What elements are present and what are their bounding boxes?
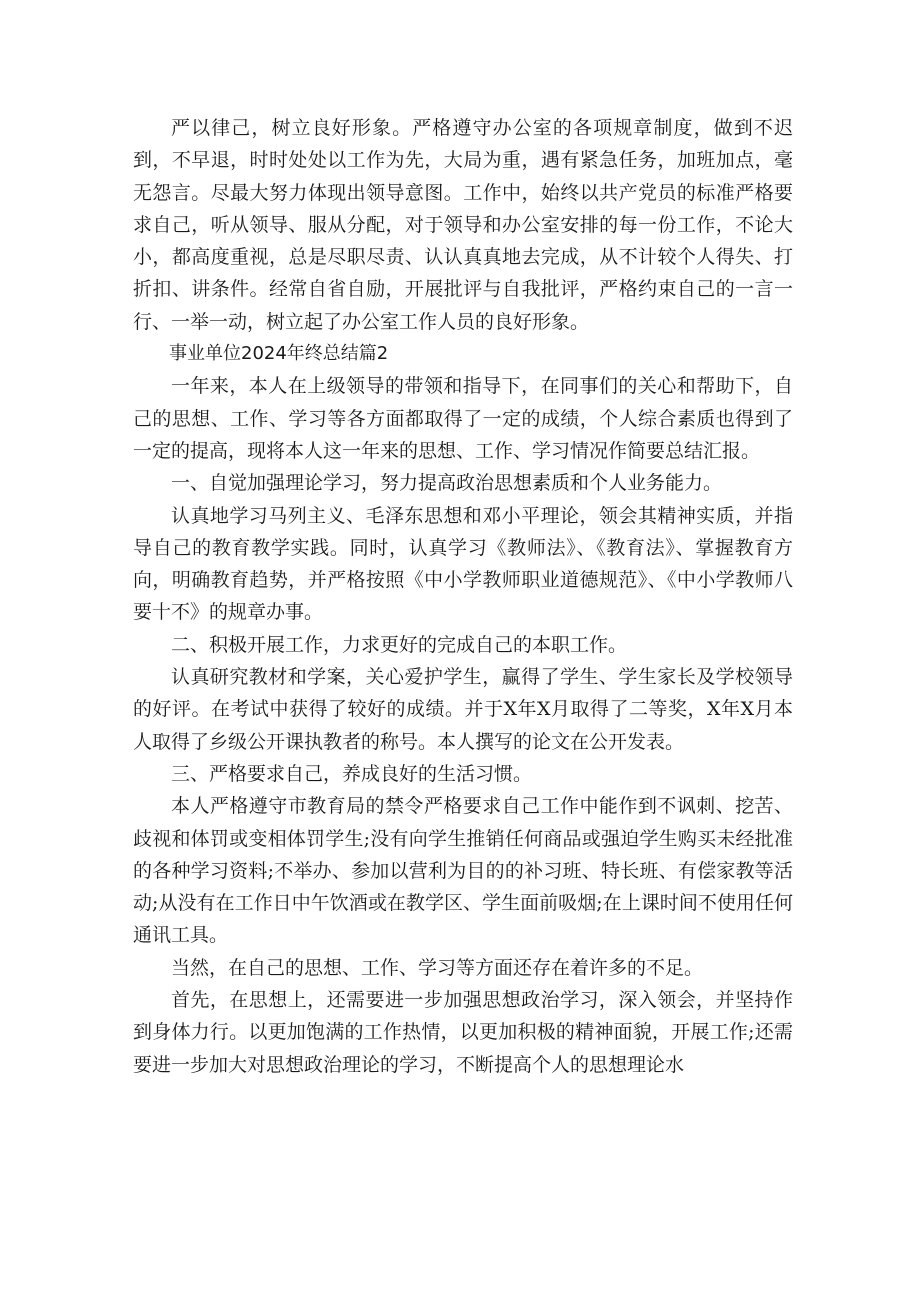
paragraph-intro: 一年来，本人在上级领导的带领和指导下，在同事们的关心和帮助下，自己的思想、工作、学习等各方面都取得了一定的成绩，个人综合素质也得到了一定的提高，现将本人这一年来的思想、工作、学习情况作简要总结汇报。 — [133, 375, 793, 462]
paragraph-theory-study: 认真地学习马列主义、毛泽东思想和邓小平理论，领会其精神实质，并指导自己的教育教学实践。同时，认真学习《教师法》、《教育法》、掌握教育方向，明确教育趋势，并严格按照《中小学教师职业道德规范》、《中小学教师八要十不》的规章办事。 — [133, 504, 793, 624]
paragraph-teaching-work: 认真研究教材和学案，关心爱护学生，赢得了学生、学生家长及学校领导的好评。在考试中获得了较好的成绩。并于X年X月取得了二等奖，X年X月本人取得了乡级公开课执教者的称号。本人撰写的论文在公开发表。 — [133, 666, 793, 753]
paragraph-point-three: 三、严格要求自己，养成良好的生活习惯。 — [171, 762, 533, 785]
document-body — [133, 112, 793, 1081]
paragraph-discipline-rules: 本人严格遵守市教育局的禁令严格要求自己工作中能作到不讽刺、挖苦、歧视和体罚或变相体罚学生;没有向学生推销任何商品或强迫学生购买未经批准的各种学习资料;不举办、参加以营利为目的的补习班、特长班、有偿家教等活动;从没有在工作日中午饮酒或在教学区、学生面前吸烟;在上课时间不使用任何通讯工具。 — [133, 795, 793, 947]
paragraph-point-two: 二、积极开展工作，力求更好的完成自己的本职工作。 — [171, 633, 628, 656]
paragraph-self-discipline: 严以律己，树立良好形象。严格遵守办公室的各项规章制度，做到不迟到，不早退，时时处处以工作为先，大局为重，遇有紧急任务，加班加点，毫无怨言。尽最大努力体现出领导意图。工作中，始终以共产党员的标准严格要求自己，听从领导、服从分配，对于领导和办公室安排的每一份工作，不论大小，都高度重视，总是尽职尽责、认认真真地去完成，从不计较个人得失、打折扣、讲条件。经常自省自励，开展批评与自我批评，严格约束自己的一言一行、一举一动，树立起了办公室工作人员的良好形象。 — [133, 117, 793, 333]
section-heading: 事业单位2024年终总结篇2 — [169, 343, 389, 365]
paragraph-shortcomings: 当然，在自己的思想、工作、学习等方面还存在着许多的不足。 — [171, 956, 704, 979]
paragraph-point-one: 一、自觉加强理论学习，努力提高政治思想素质和个人业务能力。 — [171, 472, 723, 495]
paragraph-improvement: 首先，在思想上，还需要进一步加强思想政治学习，深入领会，并坚持作到身体力行。以更加饱满的工作热情，以更加积极的精神面貌，开展工作;还需要进一步加大对思想政治理论的学习，不断提高个人的思想理论水 — [133, 989, 793, 1076]
